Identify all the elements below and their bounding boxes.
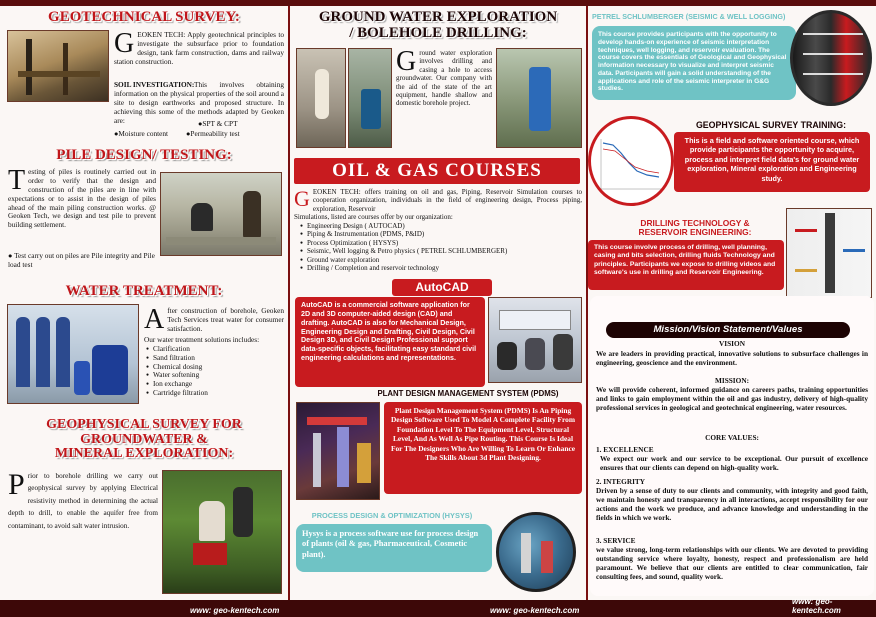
service-text: we value strong, long-term relationships with our clients. We are devoted to providing outstanding service where loyalty, honesty, respect and professionalism are held paramount. We believe that our clients are entitled to clear communication, fair consulting fees, and sound, quality work. [596,545,868,581]
oil-gas-text [294,188,582,213]
drilling-title-line2: RESERVOIR ENGINEERING: [638,227,752,238]
pile-text [8,165,156,230]
method-permeability: ●Permeability test [186,129,240,138]
oil-gas-intro: Simulations, listed are courses offer by our organization: [294,213,453,221]
geophysical-field-photo [162,470,282,594]
resistivity-curve-icon [591,119,671,203]
drilling-title-line1: DRILLING TECHNOLOGY & [640,218,750,228]
oil-gas-drop-cap: G [294,186,310,211]
oil-gas-body: EOKEN TECH: offers training on oil and gas, Piping, Reservoir Simulation courses to cooperation organization, individuals in the field of engineering design, Process piping, exploration, Reservoir [312,188,582,213]
groundwater-title-line2: / BOLEHOLE DRILLING: [349,24,527,41]
water-solution-item: ● Sand filtration [146,354,284,363]
service-heading: 3. SERVICE [596,536,636,545]
petrel-well-log-image [790,10,872,106]
footer-url-left[interactable]: www: geo-kentech.com [190,606,280,615]
pile-title: PILE DESIGN/ TESTING: [56,147,232,163]
hysys-title: PROCESS DESIGN & OPTIMIZATION (HYSYS) [311,511,473,520]
autocad-description: AutoCAD is a commercial software application for 2D and 3D computer-aided design (CAD) and drafting. AutoCAD is also for Mechanical Design, Engineering Design and Drafting, Civil Design, Civil Design 3D, and Civil Design Professional support data-specific objects, facilitating easy standard civil engineering calculations and representations. [295,297,485,387]
pdms-description: Plant Design Management System (PDMS) Is An Piping Design Software Used To Model A Complete Facility From Foundation Level To The Equipment Level, Structural Level, And As Well As Pipe Routing. This Course Is Ideal For The Designers Who Are Willing To Learn Or Enhance The Skills About 3d Plant Designing. [384,402,582,494]
geotechnical-site-photo [7,30,109,102]
mission-heading: MISSION: [714,376,750,385]
mission-text: We will provide coherent, informed guidance on careers paths, training opportunities and links to gain employment within the oil and gas industry, delivery of high-quality professional services in geological and geotechnical engineering, water resources. [596,385,868,412]
water-drop-cap: A [144,304,165,335]
groundwater-drop-cap: G [396,46,417,77]
pile-testing-photo [160,172,282,256]
water-solution-item: ● Water softening [146,371,284,380]
column-divider-left [288,6,290,600]
water-treatment-text [144,304,284,335]
geophysical-body: rior to borehole drilling we carry out geophysical survey by applying Electrical resistivity method in determining the actual depth to drill, to enable the aquifer free from contaminant, to avoid salt water intrusion. [8,472,158,530]
hysys-description: Hysys is a process software use for process design of plants (oil & gas, Pharmaceutical, Cosmetic plant). [296,524,492,572]
groundwater-text [396,46,492,108]
drilling-title [590,219,800,237]
bottom-border [0,600,876,617]
course-item: ● Drilling / Completion and reservoir technology [300,264,582,272]
vision-text: We are leaders in providing practical, innovative solutions to subsurface challenges in engineering, geoscience and the environment. [596,349,868,367]
course-item: ● Process Optimization ( HYSYS) [300,239,582,247]
water-solutions-intro: Our water treatment solutions includes: [144,335,260,344]
course-item: ● Ground water exploration [300,256,582,264]
geotechnical-text [114,28,284,67]
geophysical-title-line1: GEOPHYSICAL SURVEY FOR [46,417,242,432]
groundwater-title-line1: GROUND WATER EXPLORATION [318,9,558,25]
soil-investigation-body: This involves obtaining information on the physical properties of the soil around a site to design earthworks and proposed structure. In achieving this some of the methods adapted by Geoken are: [114,80,284,125]
column-divider-right [586,6,588,600]
geophysical-groundwater-title [6,418,282,462]
petrel-title: PETREL SCHLUMBERGER (SEISMIC & WELL LOGGING) [592,12,786,21]
pile-body: esting of piles is routinely carried out in order to verify that the design and construction of the piles are in line with expectations or to assist in the design of piles ahead of the main piling construction works. @ Geoken Tech, we design and test pile to prevent building settlement. [8,167,156,230]
geophysical-drop-cap: P [8,468,25,501]
mission-banner: Mission/Vision Statement/Values [606,322,850,338]
core-values-heading: CORE VALUES: [705,433,759,442]
pile-note: ● Test carry out on piles are Pile integrity and Pile load test [8,251,155,269]
course-item: ● Engineering Design ( AUTOCAD) [300,222,582,230]
course-item: ● Piping & Instrumentation (PDMS, P&ID) [300,230,582,238]
drilling-photo-left [296,48,346,148]
geophysical-curve-image [588,116,674,206]
drilling-well-diagram [786,208,872,298]
pdms-title: PLANT DESIGN MANAGEMENT SYSTEM (PDMS) [377,389,559,398]
water-solution-item: ● Ion exchange [146,380,284,389]
hysys-process-image [496,512,576,592]
integrity-text: Driven by a sense of duty to our clients and community, with integrity and good faith, we maintain honesty and transparency in all interactions, accept responsibility for our actions and the work we produce, and advance knowledge and understanding in the fields in which we work. [596,486,868,522]
petrel-description: This course provides participants with the opportunity to develop hands-on experience of seismic interpretation techniques, well logging, and reservoir evaluation. The course covers the essentials of Geological and Geophysical information necessary to visualize and interpret seismic data. Participants will gain a solid understanding of the applications and role of the seismic interpreter in G&G studies. [592,26,796,100]
drilling-description: This course involve process of drilling, well planning, casing and bits selection, drilling fluids Technology and principles. Participants we expose to drilling videos and software's use in drilling and Reservoir Engineering. [588,240,784,290]
geophysical-title-line2: GROUNDWATER & [80,431,208,447]
oil-gas-course-list [300,222,582,272]
footer-url-center[interactable]: www: geo-kentech.com [490,606,580,615]
autocad-classroom-photo [488,297,582,383]
water-body: fter construction of borehole, Geoken Tech Services treat water for consumer satisfaction. [167,306,284,333]
water-solution-item: ● Chemical dosing [146,363,284,372]
excellence-heading: 1. EXCELLENCE [596,445,654,454]
top-border [0,0,876,6]
footer-url-right[interactable]: www: geo-kentech.com [792,597,841,615]
integrity-heading: 2. INTEGRITY [596,477,646,486]
groundwater-body: round water exploration involves drilling and casing a hole to access groundwater. Our company with the aid of the state of the art equipment, handle shallow and domestic borehole project. [396,49,492,108]
pdms-3d-plant-model [296,402,380,500]
water-solution-item: ● Clarification [146,345,284,354]
water-solutions-list [146,345,284,398]
method-moisture: ●Moisture content [114,129,169,138]
drilling-photo-middle [348,48,392,148]
groundwater-title [294,10,582,42]
autocad-banner: AutoCAD [392,279,492,296]
geotechnical-drop-cap: G [114,28,135,59]
geophysical-training-description: This is a field and software oriented course, which provide participants the opportunity to acquire, process and interpret field data's for ground water exploration, Mineral exploration and Engineering study. [674,132,870,192]
pile-drop-cap: T [8,165,26,196]
geophysical-title-line3: MINERAL EXPLORATION: [54,446,234,462]
course-item: ● Seismic, Well logging & Petro physics ( PETREL SCHLUMBERGER) [300,247,582,255]
soil-investigation-heading: SOIL INVESTIGATION: [114,80,195,89]
geotechnical-body: EOKEN TECH: Apply geotechnical principles to investigate the subsurface prior to foundation design, tank farm construction, dams and railway station construction. [114,30,284,66]
vision-heading: VISION [719,339,745,348]
geophysical-groundwater-text [8,470,158,532]
geophysical-training-title: GEOPHYSICAL SURVEY TRAINING: [695,120,847,130]
method-spt: ●SPT & CPT [198,119,238,128]
excellence-text: We expect our work and our service to be exceptional. Our pursuit of excellence ensures that our clients can depend on high-quality work. [600,454,868,472]
water-treatment-title: WATER TREATMENT: [65,283,223,299]
geotechnical-title: GEOTECHNICAL SURVEY: [48,9,240,25]
water-solution-item: ● Cartridge filtration [146,389,284,398]
water-treatment-photo [7,304,139,404]
oil-gas-banner: OIL & GAS COURSES [294,158,580,184]
borehole-pipe-photo [496,48,582,148]
